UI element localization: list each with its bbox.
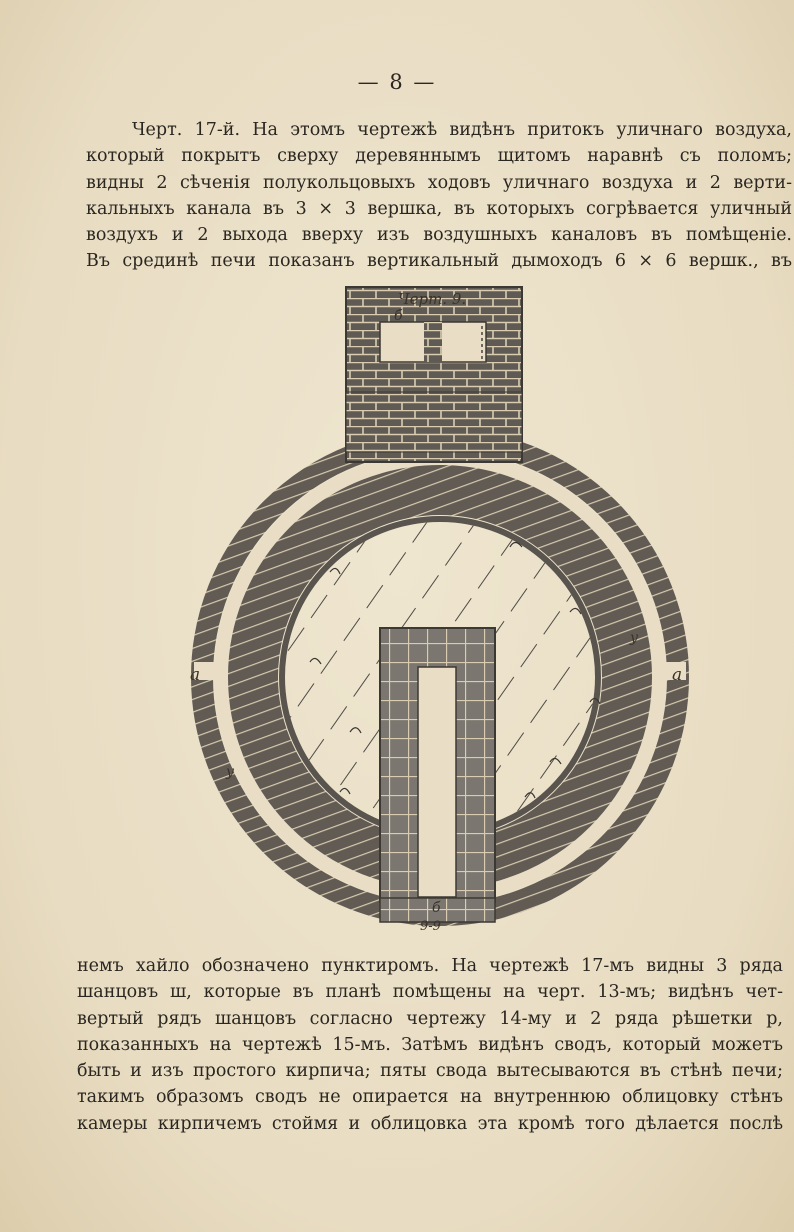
text-line: немъ хайло обозначено пунктиромъ. На чертежѣ 17-мъ видны 3 ряда <box>77 956 783 976</box>
paragraph-top <box>86 117 792 275</box>
flue-channel <box>418 667 456 897</box>
text-line: Черт. 17-й. На этомъ чертежѣ видѣнъ притокъ уличнаго воздуха, <box>132 120 792 140</box>
label-y-left: у <box>226 764 235 780</box>
label-b-bottom: б <box>432 900 441 916</box>
label-y-right: у <box>630 630 639 646</box>
text-line: шанцовъ ш, которые въ планѣ помѣщены на черт. 13-мъ; видѣнъ чет- <box>77 982 783 1003</box>
page-number: — 8 — <box>357 70 437 94</box>
stove-plan-drawing <box>180 282 700 942</box>
label-b-top: б <box>394 308 403 324</box>
figure-caption-top: Черт. 9. <box>398 290 467 308</box>
text-line: вертый рядъ шанцовъ согласно чертежу 14-му и 2 ряда рѣшетки р, <box>77 1008 783 1029</box>
text-line: видны 2 сѣченія полукольцовыхъ ходовъ уличнаго воздуха и 2 верти- <box>86 172 792 193</box>
text-line: кальныхъ канала въ 3 × 3 вершка, въ которыхъ согрѣвается уличный <box>86 198 792 219</box>
text-line: быть и изъ простого кирпича; пяты свода вытесываются въ стѣнѣ печи; <box>77 1061 783 1082</box>
label-a-left: а <box>190 665 201 685</box>
label-a-right: а <box>672 665 683 685</box>
text-line: который покрытъ сверху деревяннымъ щитомъ наравнѣ съ поломъ; <box>86 146 792 167</box>
text-line: Въ срединѣ печи показанъ вертикальный дымоходъ 6 × 6 вершк., въ <box>86 251 792 272</box>
text-line: камеры кирпичемъ стоймя и облицовка эта кромѣ того дѣлается послѣ <box>77 1113 783 1134</box>
paragraph-bottom <box>77 953 783 1137</box>
text-line: показанныхъ на чертежѣ 15-мъ. Затѣмъ видѣнъ сводъ, который можетъ <box>77 1034 783 1055</box>
text-line: такимъ образомъ сводъ не опирается на внутреннюю облицовку стѣнъ <box>77 1087 783 1108</box>
text-line: воздухъ и 2 выхода вверху изъ воздушныхъ каналовъ въ помѣщеніе. <box>86 225 792 246</box>
figure-caption-bottom: 9-9 <box>420 919 441 934</box>
